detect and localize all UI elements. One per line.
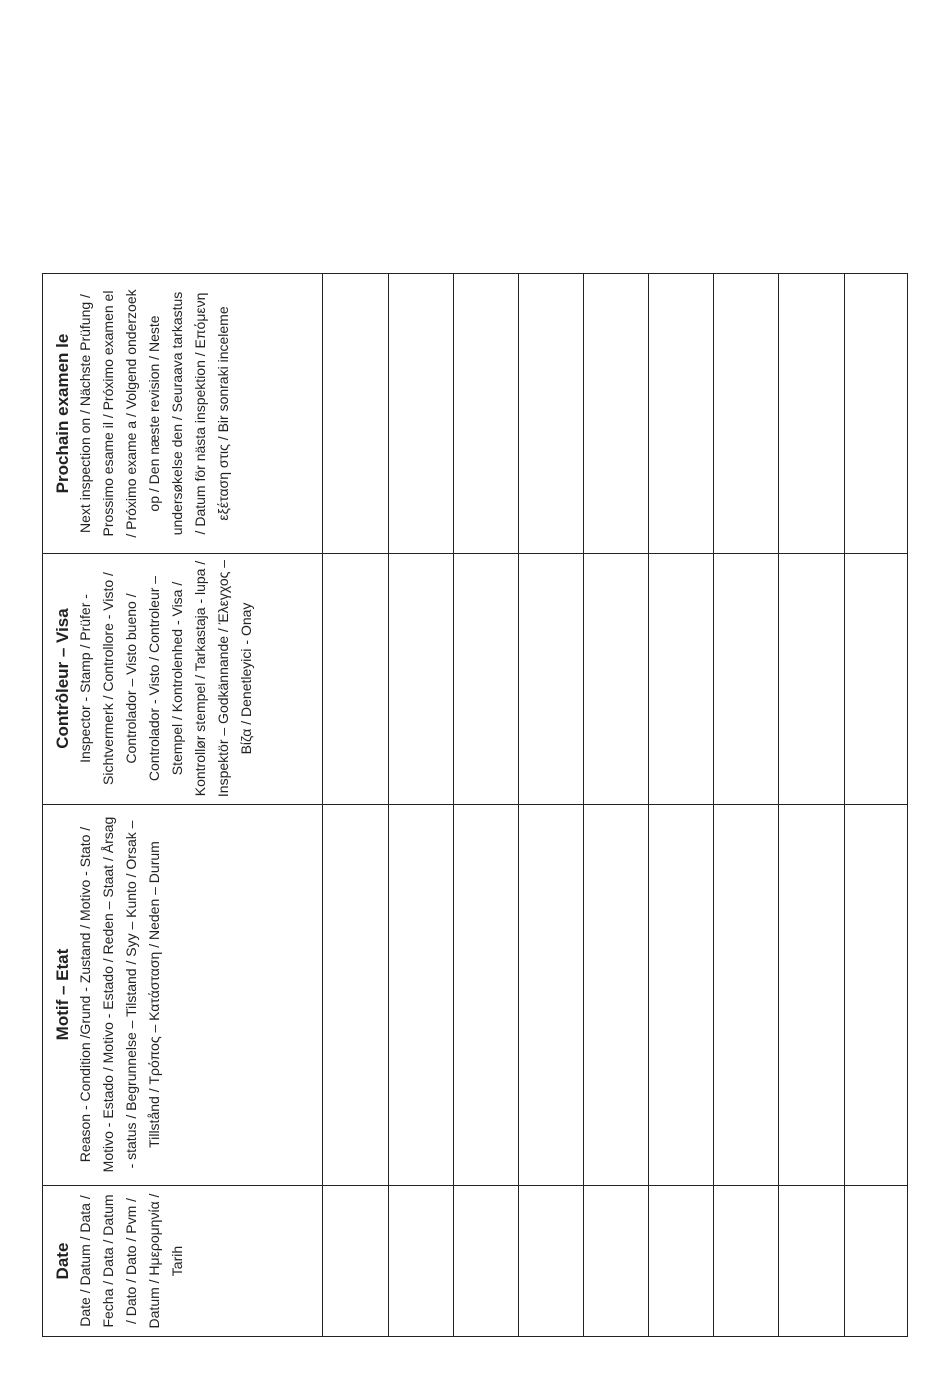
header-next-inspection <box>43 274 323 553</box>
reason-condition-description: Reason - Condition /Grund - Zustand / Motivo - Stato / Motivo - Estado / Motivo - Estado / Reden – Staat / Årsag - status / Begrunnelse – Tilstand / Syy – Kunto / Orsak – Tillstånd / Τρόπος – Κατάσταση / Neden – Durum <box>77 816 162 1173</box>
row-divider <box>713 274 714 1336</box>
row-divider <box>648 274 649 1336</box>
reason-condition-title: Motif – Etat <box>53 948 72 1041</box>
inspector-visa-title: Contrôleur – Visa <box>53 608 72 749</box>
header-inspector-visa <box>43 553 323 804</box>
row-divider <box>453 274 454 1336</box>
row-divider <box>844 274 845 1336</box>
inspector-visa-description: Inspector - Stamp / Prüfer - Sichtvermerk / Controllore - Visto / Controlador – Visto bueno / Controlador - Visto / Controleur – Stempel / Kontrolenhed - Visa / Kontrollør stempel / Tarkastaja - lupa / Inspektör – Godkännande / Έλεγχος – Βίζα / Denetleyici - Onay <box>77 559 254 798</box>
next-inspection-title: Prochain examen le <box>53 333 72 494</box>
header-reason-condition <box>43 804 323 1185</box>
row-divider <box>583 274 584 1336</box>
date-title: Date <box>53 1242 72 1280</box>
header-date <box>43 1185 323 1337</box>
next-inspection-description: Next inspection on / Nächste Prüfung / Prossimo esame il / Próximo examen el / Próximo exame a / Volgend onderzoek op / Den næste revision / Neste undersøkelse den / Seuraava tarkastus / Datum för nästa inspektion / Επόμενη εξέταση στις / Bir sonraki inceleme <box>77 289 231 538</box>
row-divider <box>388 274 389 1336</box>
row-divider <box>778 274 779 1336</box>
row-divider <box>518 274 519 1336</box>
date-description: Date / Datum / Data / Fecha / Data / Datum / Dato / Dato / Pvm / Datum / Ημερομηνία / Tarih <box>77 1193 185 1329</box>
inspection-log-table <box>42 273 908 1337</box>
